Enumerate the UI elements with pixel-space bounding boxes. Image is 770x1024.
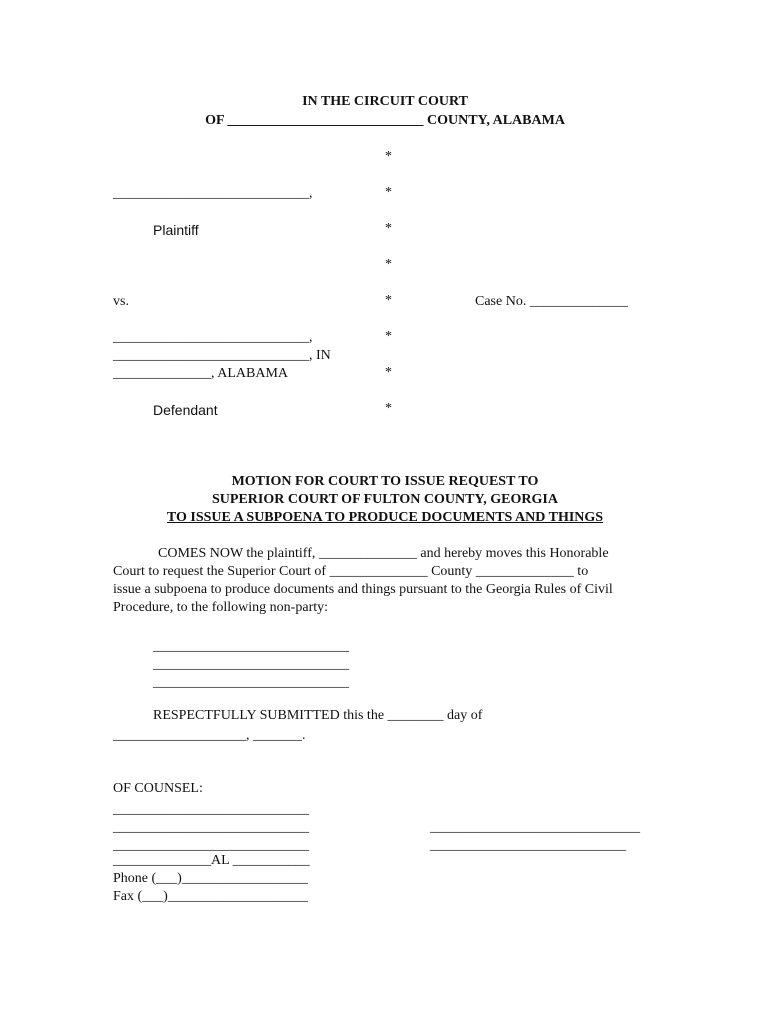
counsel-phone: Phone (___)__________________ bbox=[113, 871, 308, 886]
case-number: Case No. ______________ bbox=[475, 294, 628, 309]
counsel-blank: ____________________________ bbox=[113, 802, 309, 817]
defendant-location: ______________, ALABAMA bbox=[113, 366, 289, 381]
plaintiff-name-blank: ____________________________, bbox=[113, 186, 313, 201]
nonparty-blank: ____________________________ bbox=[153, 675, 349, 690]
motion-title-line-3: TO ISSUE A SUBPOENA TO PRODUCE DOCUMENTS AND THINGS bbox=[166, 510, 604, 525]
submitted-date-blank: ___________________, _______. bbox=[113, 728, 306, 743]
court-heading: IN THE CIRCUIT COURT bbox=[302, 94, 468, 109]
counsel-address-blank: ______________AL ___________ bbox=[113, 853, 310, 868]
caption-star: * bbox=[385, 401, 392, 416]
body-line: COMES NOW the plaintiff, ______________ and hereby moves this Honorable bbox=[158, 546, 609, 561]
counsel-fax: Fax (___)____________________ bbox=[113, 889, 308, 904]
caption-star: * bbox=[385, 329, 392, 344]
nonparty-blank: ____________________________ bbox=[153, 639, 349, 654]
body-line: Court to request the Superior Court of ______________ County ______________ to bbox=[113, 564, 589, 579]
caption-star: * bbox=[385, 365, 392, 380]
motion-title-line-1: MOTION FOR COURT TO ISSUE REQUEST TO bbox=[231, 474, 539, 489]
defendant-label: Defendant bbox=[153, 402, 218, 418]
submitted-line: RESPECTFULLY SUBMITTED this the ________ day of bbox=[153, 708, 483, 723]
counsel-blank: ____________________________ bbox=[113, 820, 309, 835]
defendant-name-blank-2: ____________________________, IN bbox=[113, 348, 331, 363]
signature-blank: ______________________________ bbox=[430, 820, 640, 835]
caption-star: * bbox=[385, 257, 392, 272]
caption-star: * bbox=[385, 221, 392, 236]
defendant-name-blank-1: ____________________________, bbox=[113, 330, 313, 345]
caption-star: * bbox=[385, 293, 392, 308]
body-line: issue a subpoena to produce documents and things pursuant to the Georgia Rules of Civil bbox=[113, 582, 613, 597]
caption-star: * bbox=[385, 149, 392, 164]
caption-star: * bbox=[385, 185, 392, 200]
county-heading: OF ____________________________ COUNTY, ALABAMA bbox=[205, 113, 565, 128]
counsel-blank: ____________________________ bbox=[113, 838, 309, 853]
of-counsel-label: OF COUNSEL: bbox=[113, 781, 203, 796]
body-line: Procedure, to the following non-party: bbox=[113, 600, 329, 615]
motion-title-line-2: SUPERIOR COURT OF FULTON COUNTY, GEORGIA bbox=[212, 492, 558, 507]
nonparty-blank: ____________________________ bbox=[153, 657, 349, 672]
plaintiff-label: Plaintiff bbox=[153, 222, 199, 238]
signature-blank: ____________________________ bbox=[430, 838, 626, 853]
versus-label: vs. bbox=[113, 294, 129, 309]
